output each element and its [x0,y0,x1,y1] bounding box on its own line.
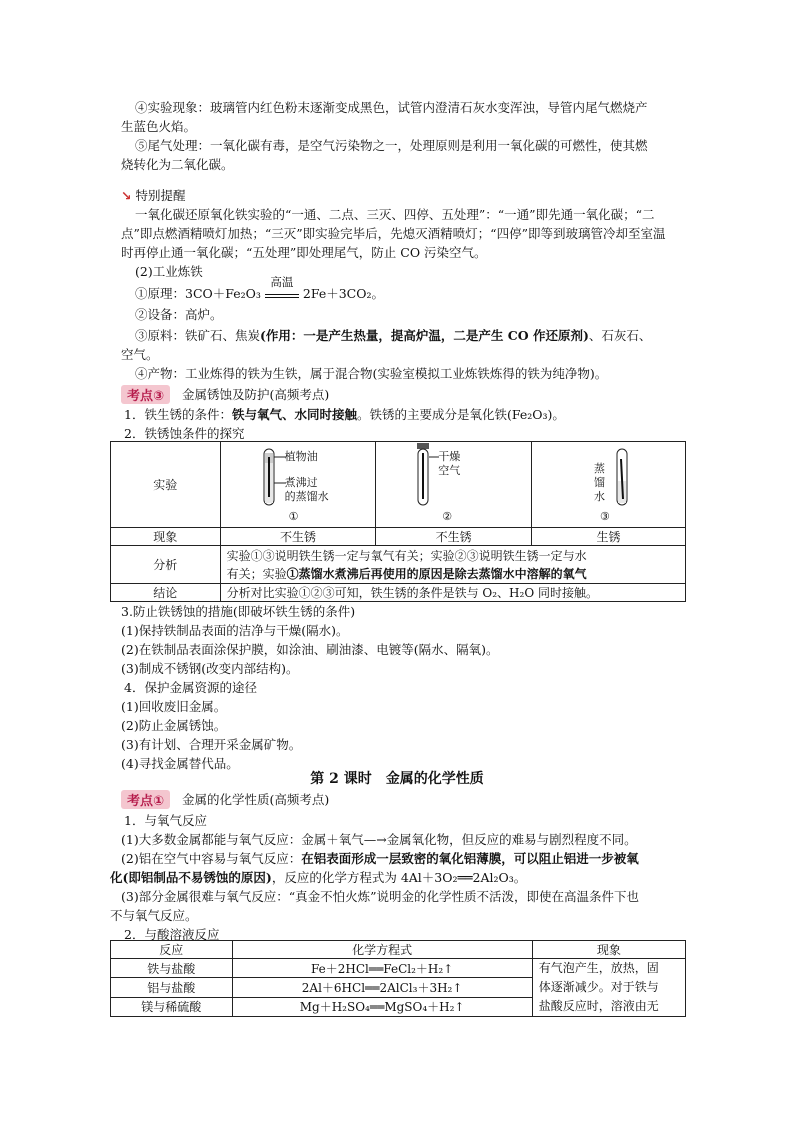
text-line: (4)寻找金属替代品。 [121,756,239,771]
figure-label: 蒸 [594,462,605,475]
rust-table [110,441,686,602]
text-line: 2．与酸溶液反应 [124,927,220,942]
section-title: 金属锈蚀及防护(高频考点) [182,387,330,402]
text-line: 化(即铝制品不易锈蚀的原因)，反应的化学方程式为 4Al＋3O₂══2Al₂O₃。 [110,870,527,885]
acid-table [110,940,686,1017]
row-label: 实验 [111,442,221,528]
table-header: 现象 [532,941,685,959]
figure-number: ③ [600,510,610,523]
eq-left: ①原理：3CO＋Fe₂O₃ [135,286,261,301]
text-line: 点”即点燃酒精喷灯加热；“三灭”即实验完毕后，先熄灭酒精喷灯；“四停”即等到玻璃管冷却至室温 [121,226,666,241]
table-cell: 生锈 [532,528,686,546]
text-line: (1)大多数金属都能与氧气反应：金属＋氧气—→金属氧化物，但反应的难易与剧烈程度不同。 [121,832,637,847]
table-cell: 不生锈 [220,528,376,546]
text-line: ④实验现象：玻璃管内红色粉末逐渐变成黑色，试管内澄清石灰水变浑浊，导管内尾气燃烧产 [135,100,648,115]
text-line: ③原料：铁矿石、焦炭(作用：一是产生热量，提高炉温，二是产生 CO 作还原剂)、石灰石、 [135,328,652,343]
text-line: (1)回收废旧金属。 [121,699,227,714]
text-line: 4．保护金属资源的途径 [124,680,257,695]
figure-label: 干燥 [438,450,461,463]
row-label: 结论 [111,584,221,602]
figure-number: ① [288,510,299,523]
figure-label: 植物油 [284,450,318,463]
figure-cell [376,442,532,528]
figure-number: ② [442,510,453,523]
text-line: (3)制成不锈钢(改变内部结构)。 [121,661,299,676]
text-line: 时再停止通一氧化碳；“五处理”即处理尾气，防止 CO 污染空气。 [121,245,487,260]
section-tag [121,790,329,808]
text-line: 1．铁生锈的条件：铁与氧气、水同时接触。铁锈的主要成分是氧化铁(Fe₂O₃)。 [124,407,565,422]
arrow-icon: ↘ [121,188,132,203]
table-cell: 镁与稀硫酸 [111,997,233,1016]
tip-title: 特别提醒 [135,188,186,203]
figure-cell [532,442,686,528]
figure-label: 空气 [438,464,461,477]
table-header: 化学方程式 [232,941,532,959]
figure-label: 水 [594,490,605,503]
eq-right: 2Fe＋3CO₂。 [302,286,385,301]
eq-condition: 高温 [270,275,294,289]
kaodian-badge: 考点① [121,790,170,809]
row-label: 现象 [111,528,221,546]
table-cell: 铁与盐酸 [111,959,233,978]
figure-label: 馏 [594,476,605,489]
text-line: ②设备：高炉。 [135,307,223,322]
text-line: ④产物：工业炼得的铁为生铁，属于混合物(实验室模拟工业炼铁炼得的铁为纯净物)。 [135,366,608,381]
row-label: 分析 [111,546,221,584]
text-line: (2)工业炼铁 [135,264,203,279]
text-line: (3)部分金属很难与氧气反应：“真金不怕火炼”说明金的化学性质不活泼，即使在高温条件下也 [121,889,639,904]
table-cell: 实验①③说明铁生锈一定与氧气有关；实验②③说明铁生锈一定与水 有关；实验①蒸馏水煮沸后再使用的原因是除去蒸馏水中溶解的氧气 [220,546,685,584]
table-cell: 铝与盐酸 [111,978,233,997]
text-line: 一氧化碳还原氧化铁实验的“一通、二点、三灭、四停、五处理”：“一通”即先通一氧化碳；“二 [135,207,655,222]
text-line: (1)保持铁制品表面的洁净与干燥(隔水)。 [121,623,349,638]
kaodian-badge: 考点③ [121,385,170,404]
lesson-title: 第 2 课时 金属的化学性质 [310,771,484,787]
figure-label: 的蒸馏水 [284,490,329,503]
section-tag [121,385,329,403]
text-line: 空气。 [121,347,159,362]
tip-heading [121,186,681,205]
text-line: 不与氧气反应。 [110,908,198,923]
text-line: 烧转化为二氧化碳。 [121,157,234,172]
figure-cell [220,442,376,528]
text-line: 3.防止铁锈蚀的措施(即破坏铁生锈的条件) [121,604,356,619]
text-line: (2)防止金属锈蚀。 [121,718,227,733]
table-header: 反应 [111,941,233,959]
text-line: (2)铝在空气中容易与氧气反应：在铝表面形成一层致密的氧化铝薄膜，可以阻止铝进一步被氧 [121,851,639,866]
section-title: 金属的化学性质(高频考点) [182,792,330,807]
figure-label: 煮沸过 [284,476,318,489]
table-cell: 有气泡产生，放热，固 体逐渐减少。对于铁与 盐酸反应时，溶液由无 [532,959,685,1017]
table-cell: 分析对比实验①②③可知，铁生锈的条件是铁与 O₂、H₂O 同时接触。 [220,584,685,602]
text-line: 1．与氧气反应 [124,813,207,828]
table-cell: 不生锈 [376,528,532,546]
eq-arrow [265,275,299,298]
text-line: (2)在铁制品表面涂保护膜，如涂油、刷油漆、电镀等(隔水、隔氧)。 [121,642,499,657]
text-line: 2．铁锈蚀条件的探究 [124,426,245,441]
text-line: 生蓝色火焰。 [121,119,197,134]
table-cell: Fe＋2HCl══FeCl₂＋H₂↑ [232,959,532,978]
text-line: (3)有计划、合理开采金属矿物。 [121,737,302,752]
text-line: ⑤尾气处理：一氧化碳有毒，是空气污染物之一，处理原则是利用一氧化碳的可燃性，使其燃 [135,138,648,153]
table-cell: Mg＋H₂SO₄══MgSO₄＋H₂↑ [232,997,532,1016]
equation-line [135,275,695,303]
table-cell: 2Al＋6HCl══2AlCl₃＋3H₂↑ [232,978,532,997]
